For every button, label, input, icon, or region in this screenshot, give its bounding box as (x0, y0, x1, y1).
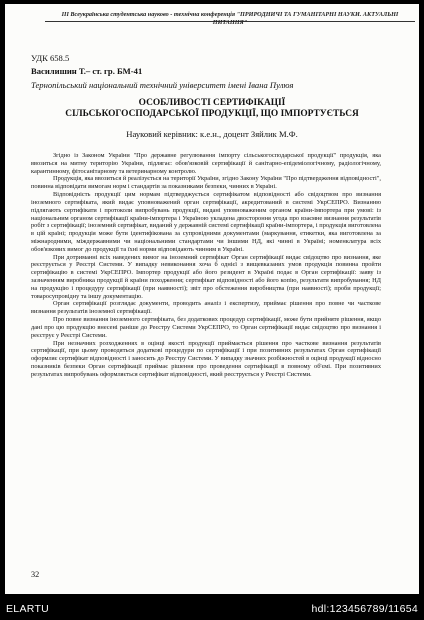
page-number: 32 (31, 570, 40, 579)
repository-footer (0, 596, 424, 620)
document-page (5, 4, 419, 594)
repository-name: ELARTU (6, 603, 50, 615)
title-line-2: СІЛЬСЬКОГОСПОДАРСЬКОЇ ПРОДУКЦІЇ, ЩО ІМПОРТУЄТЬСЯ (65, 109, 359, 119)
paragraph: При незначних розходженнях в оцінці якості продукції приймається рішення про часткове визнання результатів сертифікації, при цьому проводяться додаткові процедури по сертифікації і при позитивних результатах Орган сертифікації оформляє сертифікат відповідності і заносить до Реєстру Системи. У випадку значних розбіжностей в оцінці продукції відносно показників безпеки Орган сертифікації приймає рішення про проведення сертифікації в повному об'ємі. При позитивних результатах випробувань оформляється сертифікат відповідності, який реєструється у Реєстрі Системи. (31, 339, 381, 378)
author-line: Василишин Т.– ст. гр. БМ-41 (31, 66, 143, 76)
paragraph: Продукція, яка ввозиться й реалізується на території України, згідно Закону України "Про підтвердження відповідності", повинна відповідати вимогам норм і стандартів за показниками безпеки, чинних в Україні. (31, 175, 381, 191)
conference-header-text: III Всеукраїнська студентська науково - технічна конференція "ПРИРОДНИЧІ ТА ГУМАНІТАРНІ НАУКИ. АКТУАЛЬНІ ПИТАННЯ" (61, 11, 399, 26)
paragraph: Згідно із Законом України "Про державне регулювання імпорту сільськогосподарської продукції" продукція, яка ввозиться на митну територію України, підлягає: обов'язковій сертифікації й санітарно-епідеміологічному, радіологічному, карантинному, фітосанітарному та ветеринарному контролю. (31, 152, 381, 175)
title-line-1: ОСОБЛИВОСТІ СЕРТИФІКАЦІЇ (138, 98, 286, 108)
university-line: Тернопільський національний технічний університет імені Івана Пулюя (31, 80, 294, 90)
article-title (25, 98, 399, 120)
conference-header (45, 9, 415, 35)
udk-code: УДК 658.5 (31, 53, 70, 63)
paragraph: Відповідність продукції цим нормам підтверджується сертифікатом відповідності або свідоцтвом про визнання іноземного сертифіката, який видає уповноважений орган сертифікації, акредитований в системі УкрСЕПРО. Визнанню підлягають сертифікати і протоколи випробувань продукції, видані уповноваженим органом країни-імпортера при умові: із національним органом сертифікації країни-імпортера і Україною укладена двостороння угода про взаємне визнання результатів робіт з сертифікації; іноземний сертифікат, виданий у державній системі сертифікації країни-імпортера, і продукція виготовлена в цій країні; продукція може бути ідентифікована за супровідними документами (маркування, етикетки, яка виготовлена за міжнародними, міждержавними чи національними стандартами чи іншими НД, які чинні в Україні; номенклатура всіх обов'язкових вимог до продукції та їхні норми відповідають чинним в Україні. (31, 191, 381, 253)
supervisor-line: Науковий керівник: к.е.н., доцент Зяйлик М.Ф. (126, 129, 298, 139)
handle-identifier: hdl:123456789/11654 (311, 603, 418, 615)
article-body (31, 152, 381, 379)
paragraph: Про повне визнання іноземного сертифіката, без додаткових процедур сертифікації, може бути прийняте рішення, якщо дані про цю продукцію внесені раніше до Реєстру Системи УкрСЕПРО, то Орган сертифікації видає свідоцтво про визнання і реєструє у Реєстрі Системи. (31, 316, 381, 339)
paragraph: При дотриманні всіх наведених вимог на іноземний сертифікат Орган сертифікації видає свідоцтво про визнання, яке реєструється у Реєстрі Системи. У випадку невиконання хоча б однієї з вищевказаних умов продукція повинна пройти сертифікацію в системі УкрСЕПРО. Імпортер продукції або його резидент в Україні подає в Орган сертифікації: заяву із зазначенням виробника продукції й країни походження; сертифікат відповідності або його копію, результати випробування; НД на продукцію і процедуру сертифікації (при наявності); звіт про обстеження виробництва (при наявності); проби продукції; товаросупровідну та іншу документацію. (31, 253, 381, 300)
paragraph: Орган сертифікації розглядає документи, проводить аналіз і експертизу, приймає рішення про повне чи часткове визнання результатів іноземної сертифікації. (31, 300, 381, 316)
